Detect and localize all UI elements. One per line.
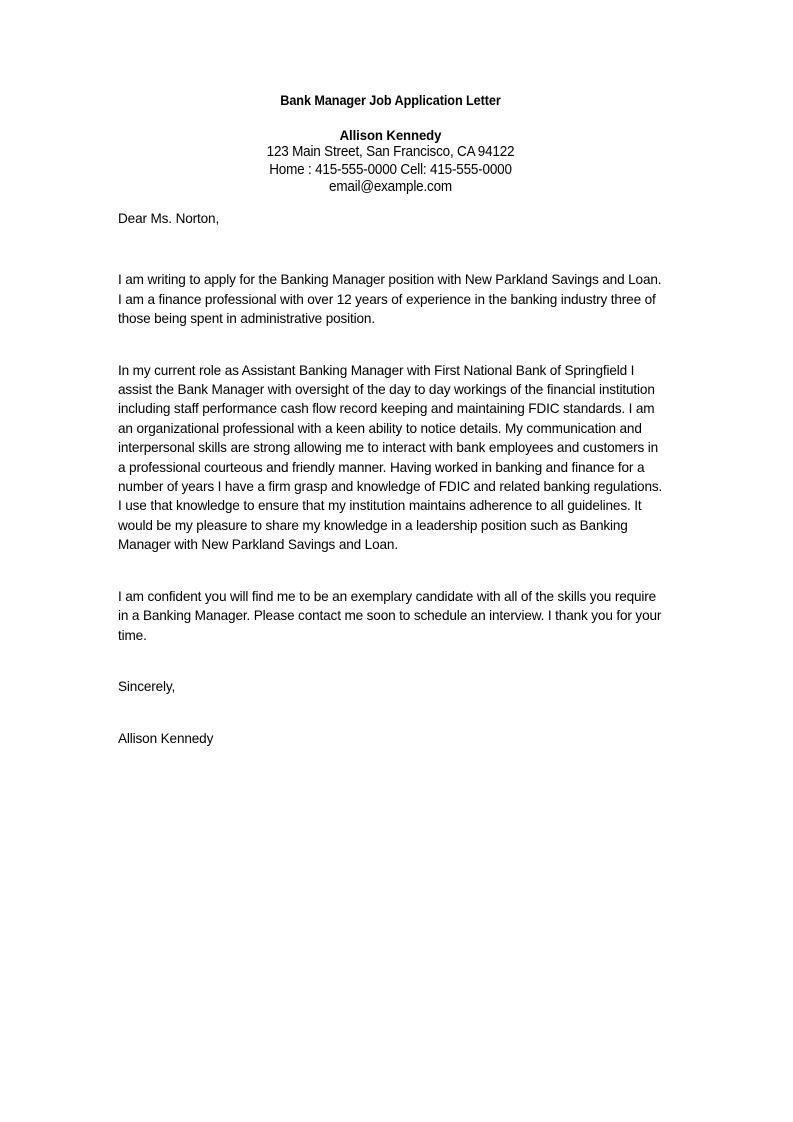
sender-address-street: 123 Main Street, San Francisco, CA	[266, 144, 476, 160]
letter-body	[118, 209, 665, 749]
page-title: Bank Manager Job Application Letter	[280, 93, 501, 108]
sender-address	[137, 144, 644, 162]
body-paragraph-2: In my current role as Assistant Banking Manager with First National Bank of Springfield I assist the Bank Manager with oversight of the day to day workings of the financial institution including staff performance cash flow record keeping and maintaining FDIC standards. I am an organizational professional with a keen ability to notice details. My communication and interpersonal skills are strong allowing me to interact with bank employees and customers in a professional courteous and friendly manner. Having worked in banking and finance for a number of years I have a firm grasp and knowledge of FDIC and related banking regulations. I use that knowledge to ensure that my institution maintains adherence to all guidelines. It would be my pleasure to share my knowledge in a leadership position such as Banking Manager with New Parkland Savings and Loan.	[118, 362, 663, 553]
salutation: Dear Ms. Norton,	[118, 211, 220, 226]
sender-name: Allison Kennedy	[339, 127, 442, 143]
body-paragraph-3: I am confident you will find me to be an exemplary candidate with all of the skills you require in a Banking Manager. Please contact me soon to schedule an interview. I thank you for your time.	[118, 588, 662, 643]
sender-email: email@example.com	[329, 179, 452, 195]
body-paragraph-1: I am writing to apply for the Banking Manager position with New Parkland Savings and Loan. I am a finance professional with over 12 years of experience in the banking industry three of those being spent in administrative position.	[118, 272, 662, 327]
sender-phone: Home : 415-555-0000 Cell: 415-555-0000	[269, 161, 512, 178]
letterhead	[118, 92, 663, 197]
signature-name: Allison Kennedy	[118, 731, 214, 747]
sender-address-zip: 94122	[477, 144, 515, 160]
closing-salutation: Sincerely,	[118, 678, 176, 694]
